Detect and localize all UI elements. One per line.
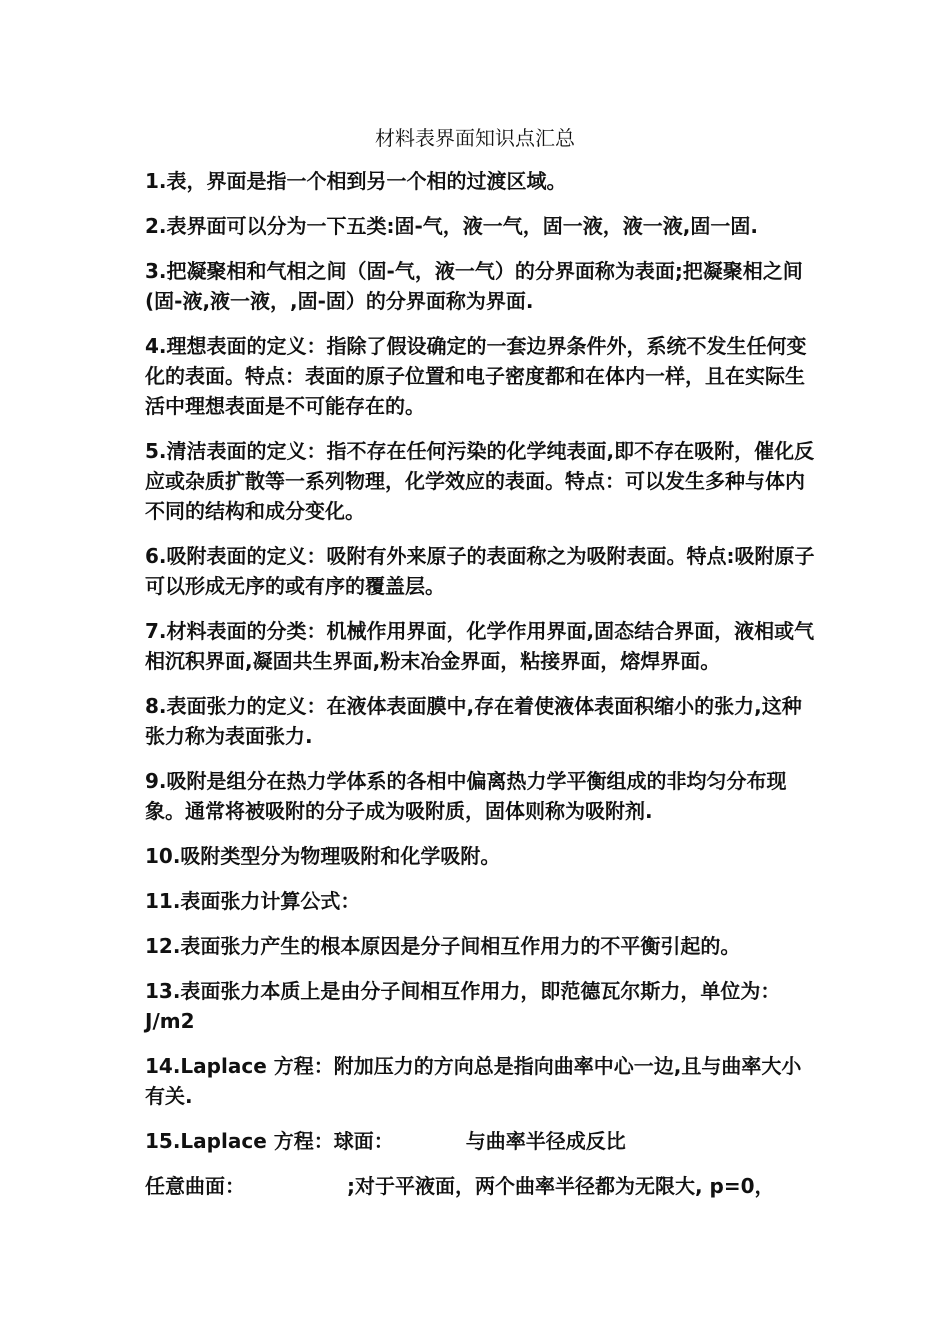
paragraph-13: 13.表面张力本质上是由分子间相互作用力，即范德瓦尔斯力，单位为：J/m2 <box>145 979 781 1033</box>
paragraph-4: 4.理想表面的定义：指除了假设确定的一套边界条件外，系统不发生任何变化的表面。特点：表面的原子位置和电子密度都和在体内一样，且在实际生活中理想表面是不可能存在的。 <box>145 334 807 418</box>
paragraph-10: 10.吸附类型分为物理吸附和化学吸附。 <box>145 844 501 868</box>
paragraph-12: 12.表面张力产生的根本原因是分子间相互作用力的不平衡引起的。 <box>145 934 741 958</box>
paragraph-3: 3.把凝聚相和气相之间（固-气，液一气）的分界面称为表面;把凝聚相之间(固-液,液一液，,固-固）的分界面称为界面. <box>145 259 803 313</box>
paragraph-16-lead: 任意曲面： <box>145 1174 245 1198</box>
paragraph-11: 11.表面张力计算公式： <box>145 889 361 913</box>
paragraph-9: 9.吸附是组分在热力学体系的各相中偏离热力学平衡组成的非均匀分布现象。通常将被吸附的分子成为吸附质，固体则称为吸附剂. <box>145 769 787 823</box>
paragraph-5: 5.清洁表面的定义：指不存在任何污染的化学纯表面,即不存在吸附，催化反应或杂质扩散等一系列物理，化学效应的表面。特点：可以发生多种与体内不同的结构和成分变化。 <box>145 439 815 523</box>
paragraph-16-tail: ;对于平液面，两个曲率半径都为无限大, p=0， <box>347 1174 775 1198</box>
paragraph-7: 7.材料表面的分类：机械作用界面，化学作用界面,固态结合界面，液相或气相沉积界面,凝固共生界面,粉末冶金界面，粘接界面，熔焊界面。 <box>145 619 815 673</box>
paragraph-15-lead: 15.Laplace 方程：球面： <box>145 1129 394 1153</box>
paragraph-15-tail: 与曲率半径成反比 <box>465 1129 626 1153</box>
paragraph-1: 1.表，界面是指一个相到另一个相的过渡区域。 <box>145 169 567 193</box>
paragraph-16 <box>145 1171 817 1201</box>
document-body <box>145 166 817 1216</box>
paragraph-6: 6.吸附表面的定义：吸附有外来原子的表面称之为吸附表面。特点:吸附原子可以形成无序的或有序的覆盖层。 <box>145 544 815 598</box>
paragraph-8: 8.表面张力的定义：在液体表面膜中,存在着使液体表面积缩小的张力,这种张力称为表面张力. <box>145 694 802 748</box>
document-title: 材料表界面知识点汇总 <box>375 126 575 150</box>
paragraph-2: 2.表界面可以分为一下五类:固-气，液一气，固一液，液一液,固一固. <box>145 214 759 238</box>
paragraph-14: 14.Laplace 方程：附加压力的方向总是指向曲率中心一边,且与曲率大小有关. <box>145 1054 802 1108</box>
paragraph-15 <box>145 1126 817 1156</box>
